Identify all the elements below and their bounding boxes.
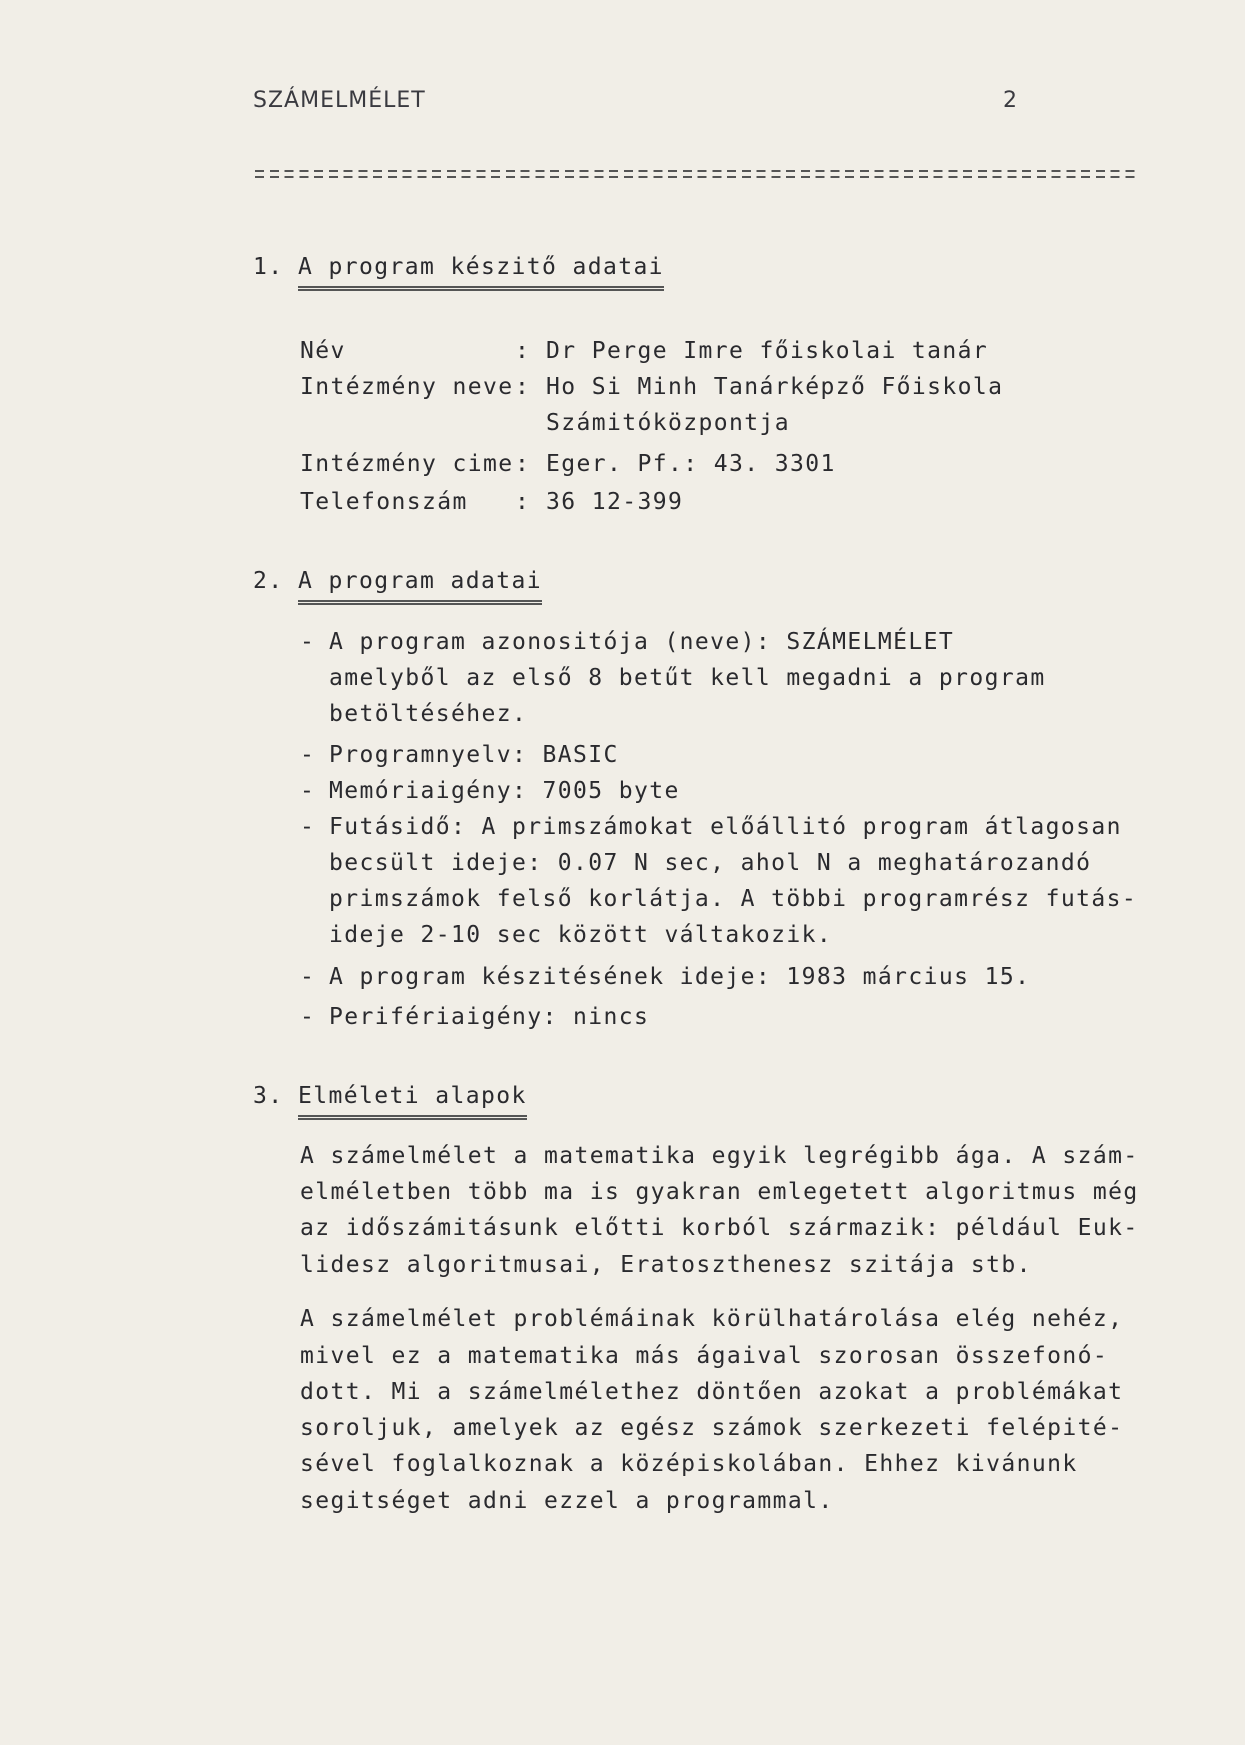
bullet-dash: -: [300, 778, 316, 804]
list-line: Programnyelv: BASIC: [329, 742, 619, 768]
row-value: Számitóközpontja: [546, 410, 790, 436]
section3-number: 3.: [253, 1083, 284, 1109]
row-label: Telefonszám: [300, 489, 468, 515]
page-header-title: SZÁMELMÉLET: [253, 88, 426, 113]
section2-title: [298, 566, 542, 605]
section1-title: [298, 252, 664, 291]
list-line: primszámok felső korlátja. A többi programrész futás-: [329, 886, 1138, 912]
section2-number: 2.: [253, 568, 284, 594]
paragraph-line: elméletben több ma is gyakran emlegetett algoritmus még: [300, 1179, 1139, 1205]
bullet-dash: -: [300, 964, 316, 990]
row-separator: :: [515, 374, 531, 400]
paragraph-line: dott. Mi a számelmélethez döntően azokat a problémákat: [300, 1379, 1124, 1405]
paragraph-line: lidesz algoritmusai, Eratoszthenesz szitája stb.: [300, 1252, 1032, 1278]
bullet-dash: -: [300, 742, 316, 768]
section1-title-text: A program készitő adatai: [298, 252, 664, 291]
list-line: becsült ideje: 0.07 N sec, ahol N a meghatározandó: [329, 850, 1092, 876]
list-line: A program azonositója (neve): SZÁMELMÉLET: [329, 629, 955, 655]
list-line: amelyből az első 8 betűt kell megadni a program: [329, 665, 1046, 691]
section1-number: 1.: [253, 254, 284, 280]
paragraph-line: A számelmélet problémáinak körülhatárolása elég nehéz,: [300, 1306, 1124, 1332]
row-value: Eger. Pf.: 43. 3301: [546, 451, 836, 477]
list-line: Perifériaigény: nincs: [329, 1004, 650, 1030]
paragraph-line: sével foglalkoznak a középiskolában. Ehhez kivánunk: [300, 1451, 1078, 1477]
row-label: Intézmény neve: [300, 374, 514, 400]
row-separator: :: [515, 451, 531, 477]
paragraph-line: soroljuk, amelyek az egész számok szerkezeti felépité-: [300, 1415, 1124, 1441]
bullet-dash: -: [300, 629, 316, 655]
row-value: 36 12-399: [546, 489, 684, 515]
page-number: 2: [1003, 88, 1017, 113]
list-line: A program készitésének ideje: 1983 március 15.: [329, 964, 1031, 990]
row-value: Dr Perge Imre főiskolai tanár: [546, 338, 989, 364]
bullet-dash: -: [300, 814, 316, 840]
row-separator: :: [515, 489, 531, 515]
row-label: Intézmény cime: [300, 451, 514, 477]
section3-title: [298, 1081, 527, 1120]
bullet-dash: -: [300, 1004, 316, 1030]
list-line: Futásidő: A primszámokat előállitó program átlagosan: [329, 814, 1122, 840]
section3-title-text: Elméleti alapok: [298, 1081, 527, 1120]
header-double-rule: [255, 168, 1140, 180]
list-line: betöltéséhez.: [329, 701, 528, 727]
paragraph-line: mivel ez a matematika más ágaival szorosan összefonó-: [300, 1343, 1109, 1369]
list-line: ideje 2-10 sec között váltakozik.: [329, 922, 833, 948]
row-value: Ho Si Minh Tanárképző Főiskola: [546, 374, 1004, 400]
row-label: Név: [300, 338, 346, 364]
list-line: Memóriaigény: 7005 byte: [329, 778, 680, 804]
paragraph-line: A számelmélet a matematika egyik legrégibb ága. A szám-: [300, 1143, 1139, 1169]
paragraph-line: az időszámitásunk előtti korból származik: például Euk-: [300, 1215, 1139, 1241]
paragraph-line: segitséget adni ezzel a programmal.: [300, 1488, 834, 1514]
row-separator: :: [515, 338, 531, 364]
section2-title-text: A program adatai: [298, 566, 542, 605]
